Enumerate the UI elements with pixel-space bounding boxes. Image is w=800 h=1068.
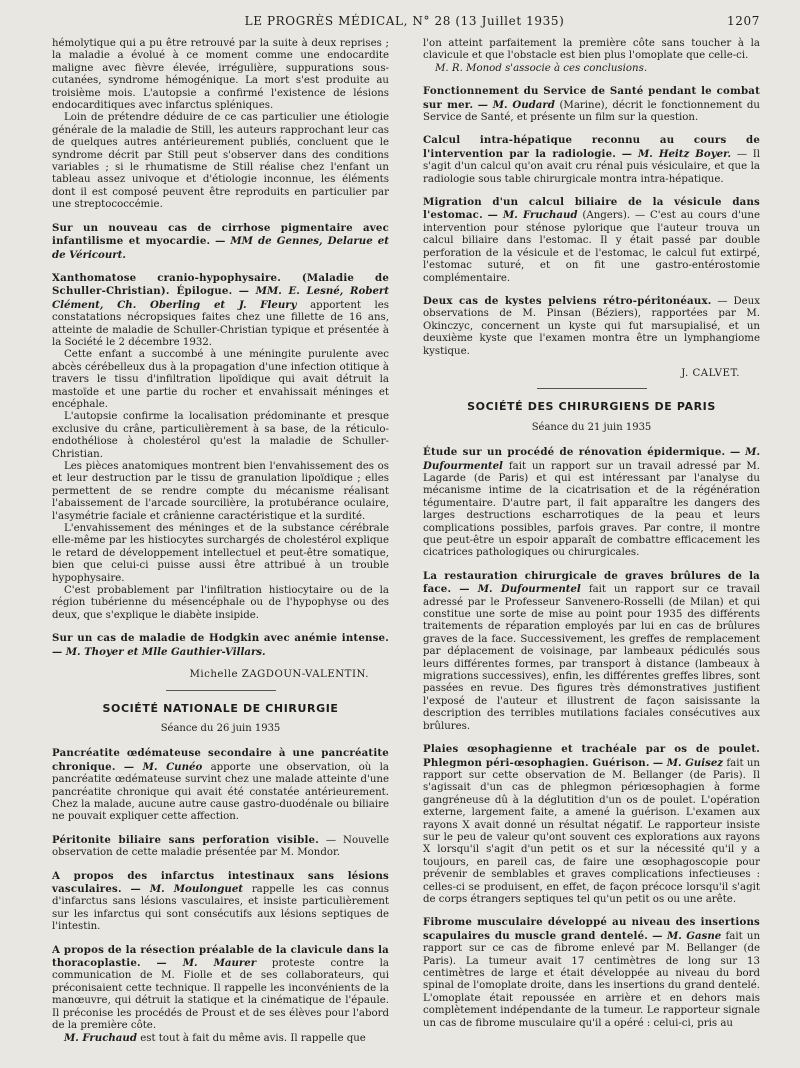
article-item xyxy=(52,222,389,262)
society-item xyxy=(423,446,760,560)
article-text: fait un rapport sur un travail adressé par M. Lagarde (de Paris) et qui est intéressant par l'analyse du mécanisme intime de la cicatrisation et de la régénération tégumentaire. D'autre part, il fait apparaître les dangers des larges destructions escharrotiques de la peau et leurs complications possibles, parfois graves. Par contre, il montre que peut-être un espoir apparaît de combattre efficacement les cicatrices pathologiques ou chirurgicales. xyxy=(423,460,760,559)
society-item xyxy=(423,570,760,733)
article-title: Sur un cas de maladie de Hodgkin avec anémie intense. xyxy=(52,632,389,645)
article-authors: — M. Gasne xyxy=(652,929,722,942)
article-authors: — M. Fruchaud xyxy=(487,209,578,222)
paragraph: Loin de prétendre déduire de ce cas particulier une étiologie générale de la maladie de Still, les auteurs rapprochant leur cas de quelques autres antérieurement publiés, concluent que le syndrome décrit par Still peut s'observer dans des conditions variables ; si le rhumatisme de Still réalise chez l'enfant un tableau assez univoque et d'étiologie inconnue, les éléments dont il est composé peuvent être reproduits en particulier par une streptococcémie. xyxy=(52,112,389,211)
article-authors: M. Fruchaud xyxy=(64,1032,137,1045)
society-item xyxy=(52,870,389,934)
article-authors: — M. Dufourmentel xyxy=(459,583,581,596)
article-text: — Nouvelle observation de cette maladie présentée par M. Mondor. xyxy=(52,834,389,859)
paragraph: hémolytique qui a pu être retrouvé par la suite à deux reprises ; la maladie a évolué à ce moment comme une endocardite maligne avec fièvre élevée, irrégulière, suppurations sous-cutanées, syndrome hémogénique. La mort s'est produite au troisième mois. L'autopsie a confirmé l'existence de lésions endocarditiques avec infarctus spléniques. xyxy=(52,38,389,112)
article-authors: — M. Heitz Boyer. xyxy=(621,147,732,160)
section-divider xyxy=(537,388,647,389)
right-column xyxy=(423,38,760,1056)
page-header xyxy=(52,14,760,38)
article-authors: — MM. E. Lesné, Robert Clément, Ch. Oberling et J. Fleury xyxy=(52,285,389,311)
article-item xyxy=(52,632,389,659)
article-text: (Angers). — C'est au cours d'une intervention pour sténose pylorique que l'auteur trouva un calcul biliaire dans l'estomac. Il y était passé par double perforation de la vésicule et de l'estomac, le calcul fut extirpé, l'estomac suturé, et on fit une gastro-entérostomie complémentaire. xyxy=(423,210,760,284)
article-authors: — MM de Gennes, Delarue et de Véricourt. xyxy=(52,235,389,261)
paragraph: L'autopsie confirme la localisation prédominante et presque exclusive du crâne, particulièrement à sa base, de la réticulo-endothéliose à cholestérol qu'est la maladie de Schuller-Christian. xyxy=(52,411,389,460)
article-authors: — M. Thoyer et Mlle Gauthier-Villars. xyxy=(52,645,266,658)
article-authors: — M. Moulonguet xyxy=(130,882,244,895)
article-title: Sur un nouveau cas de cirrhose pigmentaire avec infantilisme et myocardie. xyxy=(52,221,389,248)
article-title: Pancréatite œdémateuse secondaire à une pancréatite chronique. xyxy=(52,747,389,773)
article-item xyxy=(423,85,760,124)
paragraph: Les pièces anatomiques montrent bien l'envahissement des os et leur destruction par le tissu de granulation lipoïdique ; elles permettent de se rendre compte du mécanisme réalisant l'abaissement de l'arcade sourcilière, la protubérance oculaire, l'asymétrie faciale et crânienne caractéristique et la surdité. xyxy=(52,461,389,522)
article-text: rappelle les cas connus d'infarctus sans lésions vasculaires, et insiste particulièrement sur les infarctus qui sont consécutifs aux lésions septiques de l'intestin. xyxy=(52,883,389,933)
article-title: Migration d'un calcul biliaire de la vésicule dans l'estomac. xyxy=(423,196,760,222)
session-date: Séance du 26 juin 1935 xyxy=(160,722,281,734)
article-authors: — M. Oudard xyxy=(477,98,555,111)
signature: Michelle ZAGDOUN-VALENTIN. xyxy=(189,669,369,681)
paragraph: Cette enfant a succombé à une méningite purulente avec abcès cérébelleux dus à la propagation d'une infection otitique à travers le tissu d'infiltration lipoïdique qui avait détruit la mastoïde et une partie du rocher et envahissait méninges et encéphale. xyxy=(52,349,389,410)
society-heading: SOCIÉTÉ DES CHIRURGIENS DE PARIS xyxy=(467,400,716,414)
paragraph: C'est probablement par l'infiltration histiocytaire ou de la région tubérienne du mésencéphale ou de l'hypophyse ou des deux, que s'explique le diabète insipide. xyxy=(52,585,389,621)
article-item xyxy=(52,272,389,622)
section-divider xyxy=(166,690,276,691)
article-title: A propos des infarctus intestinaux sans lésions vasculaires. xyxy=(52,869,389,895)
article-title: Deux cas de kystes pelviens rétro-péritonéaux. xyxy=(423,294,712,307)
article-title: Péritonite biliaire sans perforation visible. xyxy=(52,833,319,846)
society-heading: SOCIÉTÉ NATIONALE DE CHIRURGIE xyxy=(102,701,339,715)
article-text: — Deux observations de M. Pinsan (Béziers), rapportées par M. Okinczyc, concernent un kyste qui fut marsupialisé, et un deuxième kyste que l'examen montra être un lymphangiome kystique. xyxy=(423,295,760,357)
article-item xyxy=(423,134,760,186)
article-title: Calcul intra-hépatique reconnu au cours de l'intervention par la radiologie. xyxy=(423,134,760,160)
left-column xyxy=(52,38,389,1056)
article-title: Étude sur un procédé de rénovation épidermique. xyxy=(423,446,726,459)
article-authors: — M. Maurer xyxy=(156,957,257,969)
article-title: Fibrome musculaire développé au niveau des insertions scapulaires du muscle grand dentelé. xyxy=(423,916,760,942)
journal-title: LE PROGRÈS MÉDICAL, N° 28 (13 Juillet 1935) xyxy=(244,14,565,28)
session-date: Séance du 21 juin 1935 xyxy=(531,421,652,433)
article-title: La restauration chirurgicale de graves brûlures de la face. xyxy=(423,569,760,596)
columns xyxy=(52,38,760,1056)
paragraph: L'envahissement des méninges et de la substance cérébrale elle-même par les histiocytes surchargés de cholestérol explique le retard de développement intellectuel et peut-être somatique, bien que celui-ci puisse aussi être attribué à un trouble hypophysaire. xyxy=(52,523,389,584)
article-text: est tout à fait du même avis. Il rappelle que xyxy=(140,1033,366,1045)
paragraph: M. R. Monod s'associe à ces conclusions. xyxy=(435,62,648,74)
article-title: Plaies œsophagienne et trachéale par os de poulet. Phlegmon péri-œsophagien. Guérison. xyxy=(423,743,760,769)
society-item xyxy=(52,944,389,1046)
page-number: 1207 xyxy=(727,14,760,28)
right-intro xyxy=(423,38,760,75)
left-intro xyxy=(52,38,389,212)
article-text: fait un rapport sur ce travail adressé par le Professeur Sanvenero-Rosselli (de Milan) et qui constitue une sorte de mise au point pour 1935 des différents traitements de réparation employés par lui en cas de brûlures graves de la face. Successivement, les greffes de remplacement par déplacement de voisinage, par lambeaux pédiculés sous leurs différentes formes, par transport à distance (lambeaux à migrations successives), enfin, les différentes greffes libres, sont passées en revue. Des figures très démonstratives justifient l'exposé de l'auteur et illustrent de façon saisissante la description des terribles mutilations faciales consécutives aux brûlures. xyxy=(423,584,761,732)
article-item xyxy=(423,196,760,285)
article-text: (Marine), décrit le fonctionnement du Service de Santé, et présente un film sur la question. xyxy=(423,99,760,124)
signature: J. CALVET. xyxy=(681,367,740,379)
article-authors: — M. Dufourmentel xyxy=(423,446,760,472)
society-item xyxy=(52,834,389,860)
article-text: — Il s'agit d'un calcul qu'on avait cru rénal puis vésiculaire, et que la radiologie sous table chirurgicale montra intra-hépatique. xyxy=(423,148,760,185)
paragraph: l'on atteint parfaitement la première côte sans toucher à la clavicule et que l'obstacle est bien plus l'omoplate que celle-ci. xyxy=(423,38,760,62)
article-authors: — M. Guisez xyxy=(652,756,724,769)
society-item xyxy=(423,916,760,1030)
article-text: fait un rapport sur ce cas de fibrome enlevé par M. Bellanger (de Paris). La tumeur avait 17 centimètres de long sur 13 centimètres de large et était développée au niveau du bord spinal de l'omoplate droite, dans les insertions du grand dentelé. L'omoplate était repoussée en arrière et en dehors mais complètement indépendante de la tumeur. Le rapporteur signale un cas de fibrome musculaire qu'il a opéré : celui-ci, pris au xyxy=(423,930,761,1029)
article-item xyxy=(423,295,760,358)
article-authors: — M. Cunéo xyxy=(123,760,203,773)
article-title: Xanthomatose cranio-hypophysaire. (Maladie de Schuller-Christian). Épilogue. xyxy=(52,271,389,298)
article-text: apportent les constatations nécropsiques faites chez une fillette de 16 ans, atteinte de maladie de Schuller-Christian typique et présentée à la Société le 2 décembre 1932. xyxy=(52,299,389,348)
article-text: fait un rapport sur cette observation de M. Bellanger (de Paris). Il s'agissait d'un cas de phlegmon périœsophagien à forme gangréneuse dû à la déglutition d'un os de poulet. L'opération externe, largement faite, a amené la guérison. L'examen aux rayons X avait donné un résultat négatif. Le rapporteur insiste sur le peu de valeur qu'ont souvent ces explorations aux rayons X lorsqu'il s'agit d'un petit os et sur la nécessité qu'il y a toujours, en pareil cas, de faire une œsophagoscopie pour prévenir de semblables et graves complications infectieuses : celles-ci se produisent, en effet, de façon précoce lorsqu'il s'agit de corps étrangers septiques tel qu'un petit os ou une arête. xyxy=(423,757,760,905)
society-item xyxy=(423,743,760,906)
article-title: A propos de la résection préalable de la clavicule dans la thoracoplastie. xyxy=(52,943,389,969)
article-text: apporte une observation, où la pancréatite œdémateuse survint chez une malade atteinte d'une pancréatite chronique qui avait été constatée antérieurement. Chez la malade, aucune autre cause gastro-duodénale ou biliaire ne pouvait expliquer cette affection. xyxy=(52,761,389,823)
society-item xyxy=(52,747,389,823)
article-text: proteste contre la communication de M. Fiolle et de ses collaborateurs, qui préconisaient cette technique. Il rappelle les inconvénients de la manœuvre, qui détruit la statique et la cinématique de l'épaule. Il préconise les procédés de Proust et de ses élèves pour l'abord de la première côte. xyxy=(52,958,389,1032)
article-title: Fonctionnement du Service de Santé pendant le combat sur mer. xyxy=(423,85,760,111)
